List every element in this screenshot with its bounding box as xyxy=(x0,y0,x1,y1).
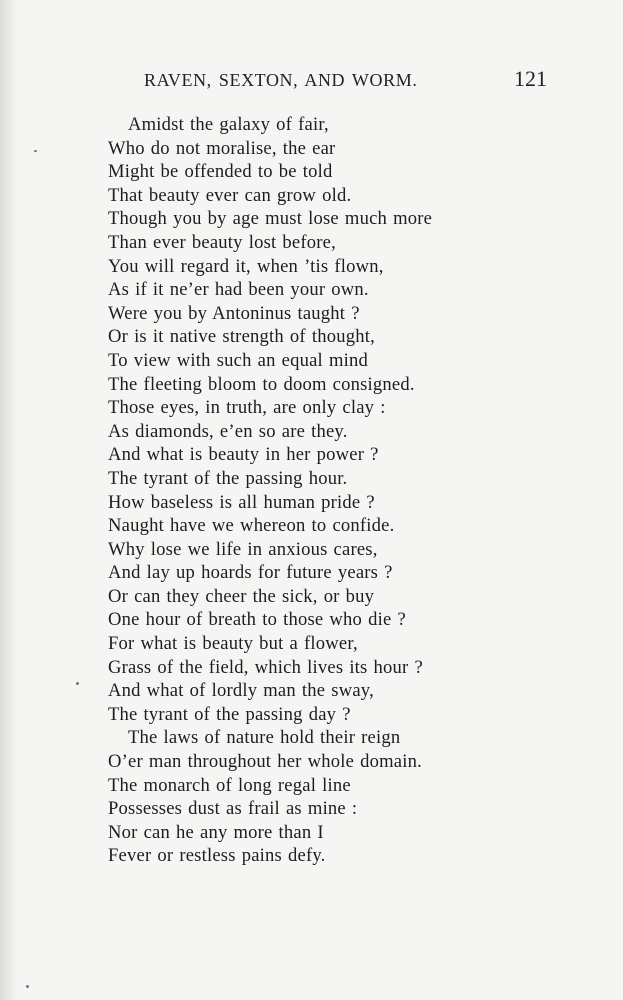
poem-text xyxy=(108,113,608,868)
poem-line: To view with such an equal mind xyxy=(108,349,368,371)
poem-line: O’er man throughout her whole domain. xyxy=(108,751,422,773)
poem-line: The tyrant of the passing hour. xyxy=(108,467,348,489)
poem-line: And what is beauty in her power ? xyxy=(108,444,379,466)
poem-line: Were you by Antoninus taught ? xyxy=(108,302,360,324)
poem-line: And what of lordly man the sway, xyxy=(108,680,374,702)
poem-line: Possesses dust as frail as mine : xyxy=(108,798,358,820)
poem-line: Grass of the field, which lives its hour ? xyxy=(108,656,423,678)
poem-line: As if it ne’er had been your own. xyxy=(108,279,369,301)
poem-line: How baseless is all human pride ? xyxy=(108,491,375,513)
poem-line: Than ever beauty lost before, xyxy=(108,231,336,253)
print-speck xyxy=(34,150,37,152)
poem-line: The fleeting bloom to doom consigned. xyxy=(108,373,415,395)
poem-line: Might be offended to be told xyxy=(108,161,333,183)
poem-line: Those eyes, in truth, are only clay : xyxy=(108,397,386,419)
poem-line: Amidst the galaxy of fair, xyxy=(128,114,329,135)
print-speck xyxy=(26,985,29,988)
poem-line: Who do not moralise, the ear xyxy=(108,137,336,159)
poem-line: As diamonds, e’en so are they. xyxy=(108,420,348,442)
poem-line: Though you by age must lose much more xyxy=(108,208,433,230)
poem-line: One hour of breath to those who die ? xyxy=(108,609,406,631)
poem-line: Why lose we life in anxious cares, xyxy=(108,538,378,560)
poem-line: Or is it native strength of thought, xyxy=(108,326,375,348)
poem-line: Fever or restless pains defy. xyxy=(108,845,326,867)
poem-line: Or can they cheer the sick, or buy xyxy=(108,585,375,607)
print-speck xyxy=(76,682,79,685)
poem-line: Nor can he any more than I xyxy=(108,821,324,843)
poem-line: That beauty ever can grow old. xyxy=(108,184,352,206)
poem-line: The tyrant of the passing day ? xyxy=(108,703,351,725)
poem-line: Naught have we whereon to confide. xyxy=(108,515,395,537)
page-number: 121 xyxy=(514,66,547,91)
poem-line: You will regard it, when ’tis flown, xyxy=(108,255,384,277)
poem-line: The laws of nature hold their reign xyxy=(128,727,401,749)
running-title: RAVEN, SEXTON, AND WORM. xyxy=(144,70,418,90)
poem-line: For what is beauty but a flower, xyxy=(108,633,358,655)
poem-line: And lay up hoards for future years ? xyxy=(108,562,393,584)
poem-line: The monarch of long regal line xyxy=(108,774,351,796)
